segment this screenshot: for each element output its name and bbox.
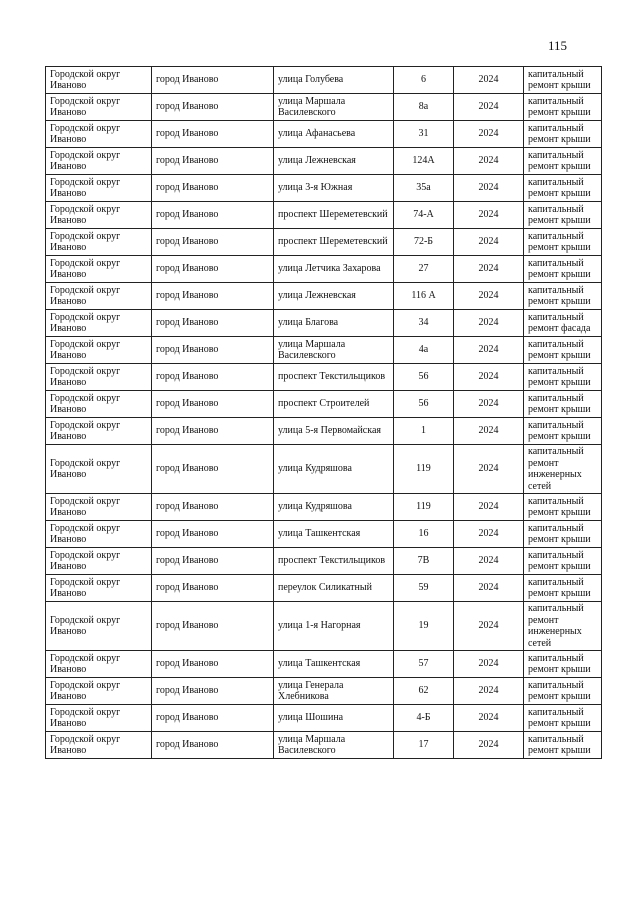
cell-settlement: город Иваново (152, 602, 274, 651)
cell-house-number: 8а (394, 94, 454, 121)
cell-year: 2024 (454, 732, 524, 759)
cell-settlement: город Иваново (152, 521, 274, 548)
cell-settlement: город Иваново (152, 418, 274, 445)
cell-work-type: капитальный ремонт крыши (524, 202, 602, 229)
cell-municipality: Городской округ Иваново (46, 229, 152, 256)
table-row (46, 94, 602, 121)
cell-street: улица Шошина (274, 705, 394, 732)
cell-settlement: город Иваново (152, 364, 274, 391)
cell-municipality: Городской округ Иваново (46, 705, 152, 732)
cell-street: улица Ташкентская (274, 521, 394, 548)
cell-work-type: капитальный ремонт крыши (524, 732, 602, 759)
cell-street: улица 5-я Первомайская (274, 418, 394, 445)
cell-year: 2024 (454, 121, 524, 148)
cell-municipality: Городской округ Иваново (46, 521, 152, 548)
cell-year: 2024 (454, 521, 524, 548)
cell-municipality: Городской округ Иваново (46, 337, 152, 364)
cell-house-number: 35а (394, 175, 454, 202)
cell-work-type: капитальный ремонт крыши (524, 148, 602, 175)
cell-work-type: капитальный ремонт крыши (524, 521, 602, 548)
cell-house-number: 72-Б (394, 229, 454, 256)
cell-municipality: Городской округ Иваново (46, 256, 152, 283)
cell-work-type: капитальный ремонт крыши (524, 94, 602, 121)
table-row (46, 148, 602, 175)
cell-work-type: капитальный ремонт крыши (524, 651, 602, 678)
cell-settlement: город Иваново (152, 732, 274, 759)
table-row (46, 678, 602, 705)
cell-settlement: город Иваново (152, 229, 274, 256)
cell-house-number: 62 (394, 678, 454, 705)
page-number: 115 (548, 38, 568, 53)
cell-settlement: город Иваново (152, 202, 274, 229)
cell-settlement: город Иваново (152, 256, 274, 283)
cell-street: улица Маршала Василевского (274, 732, 394, 759)
cell-house-number: 1 (394, 418, 454, 445)
table-row (46, 548, 602, 575)
cell-settlement: город Иваново (152, 494, 274, 521)
cell-work-type: капитальный ремонт фасада (524, 310, 602, 337)
table-row (46, 494, 602, 521)
cell-work-type: капитальный ремонт крыши (524, 391, 602, 418)
cell-work-type: капитальный ремонт крыши (524, 705, 602, 732)
cell-year: 2024 (454, 705, 524, 732)
cell-street: улица 3-я Южная (274, 175, 394, 202)
cell-municipality: Городской округ Иваново (46, 548, 152, 575)
cell-work-type: капитальный ремонт крыши (524, 364, 602, 391)
cell-street: улица Генерала Хлебникова (274, 678, 394, 705)
cell-house-number: 4-Б (394, 705, 454, 732)
cell-year: 2024 (454, 575, 524, 602)
table-row (46, 732, 602, 759)
cell-work-type: капитальный ремонт крыши (524, 548, 602, 575)
cell-house-number: 74-А (394, 202, 454, 229)
cell-work-type: капитальный ремонт крыши (524, 494, 602, 521)
table-row (46, 418, 602, 445)
cell-municipality: Городской округ Иваново (46, 494, 152, 521)
cell-municipality: Городской округ Иваново (46, 575, 152, 602)
table-row (46, 67, 602, 94)
cell-street: улица Кудряшова (274, 445, 394, 494)
cell-street: улица Афанасьева (274, 121, 394, 148)
cell-year: 2024 (454, 148, 524, 175)
cell-work-type: капитальный ремонт крыши (524, 121, 602, 148)
cell-municipality: Городской округ Иваново (46, 67, 152, 94)
table-row (46, 337, 602, 364)
table-row (46, 364, 602, 391)
cell-settlement: город Иваново (152, 121, 274, 148)
cell-street: улица Голубева (274, 67, 394, 94)
cell-settlement: город Иваново (152, 651, 274, 678)
table-row (46, 602, 602, 651)
cell-year: 2024 (454, 283, 524, 310)
cell-street: улица Лежневская (274, 283, 394, 310)
cell-work-type: капитальный ремонт крыши (524, 229, 602, 256)
table-row (46, 575, 602, 602)
cell-work-type: капитальный ремонт инженерных сетей (524, 602, 602, 651)
cell-work-type: капитальный ремонт инженерных сетей (524, 445, 602, 494)
table-row (46, 445, 602, 494)
cell-house-number: 31 (394, 121, 454, 148)
table-row (46, 391, 602, 418)
cell-settlement: город Иваново (152, 337, 274, 364)
cell-year: 2024 (454, 229, 524, 256)
cell-municipality: Городской округ Иваново (46, 445, 152, 494)
cell-house-number: 57 (394, 651, 454, 678)
cell-year: 2024 (454, 337, 524, 364)
cell-settlement: город Иваново (152, 548, 274, 575)
cell-year: 2024 (454, 651, 524, 678)
cell-municipality: Городской округ Иваново (46, 148, 152, 175)
cell-street: переулок Силикатный (274, 575, 394, 602)
cell-year: 2024 (454, 256, 524, 283)
table-body (46, 67, 602, 759)
table-row (46, 521, 602, 548)
cell-year: 2024 (454, 364, 524, 391)
cell-street: улица Кудряшова (274, 494, 394, 521)
cell-municipality: Городской округ Иваново (46, 310, 152, 337)
cell-work-type: капитальный ремонт крыши (524, 67, 602, 94)
cell-house-number: 6 (394, 67, 454, 94)
cell-settlement: город Иваново (152, 67, 274, 94)
cell-house-number: 27 (394, 256, 454, 283)
cell-municipality: Городской округ Иваново (46, 651, 152, 678)
cell-street: проспект Строителей (274, 391, 394, 418)
cell-settlement: город Иваново (152, 94, 274, 121)
table-row (46, 283, 602, 310)
cell-year: 2024 (454, 310, 524, 337)
cell-house-number: 119 (394, 494, 454, 521)
cell-work-type: капитальный ремонт крыши (524, 175, 602, 202)
cell-year: 2024 (454, 548, 524, 575)
cell-municipality: Городской округ Иваново (46, 202, 152, 229)
cell-settlement: город Иваново (152, 678, 274, 705)
cell-year: 2024 (454, 202, 524, 229)
cell-settlement: город Иваново (152, 148, 274, 175)
cell-house-number: 56 (394, 364, 454, 391)
table-row (46, 310, 602, 337)
cell-year: 2024 (454, 445, 524, 494)
cell-work-type: капитальный ремонт крыши (524, 678, 602, 705)
cell-house-number: 124А (394, 148, 454, 175)
cell-year: 2024 (454, 418, 524, 445)
cell-street: проспект Текстильщиков (274, 548, 394, 575)
table-row (46, 175, 602, 202)
cell-year: 2024 (454, 67, 524, 94)
cell-street: проспект Текстильщиков (274, 364, 394, 391)
cell-year: 2024 (454, 602, 524, 651)
cell-settlement: город Иваново (152, 283, 274, 310)
cell-street: улица Летчика Захарова (274, 256, 394, 283)
cell-municipality: Городской округ Иваново (46, 175, 152, 202)
cell-municipality: Городской округ Иваново (46, 94, 152, 121)
table-row (46, 705, 602, 732)
cell-street: улица 1-я Нагорная (274, 602, 394, 651)
cell-municipality: Городской округ Иваново (46, 364, 152, 391)
cell-street: проспект Шереметевский (274, 202, 394, 229)
cell-year: 2024 (454, 678, 524, 705)
cell-house-number: 19 (394, 602, 454, 651)
cell-municipality: Городской округ Иваново (46, 418, 152, 445)
cell-street: улица Благова (274, 310, 394, 337)
cell-house-number: 17 (394, 732, 454, 759)
table-row (46, 202, 602, 229)
cell-work-type: капитальный ремонт крыши (524, 418, 602, 445)
cell-municipality: Городской округ Иваново (46, 283, 152, 310)
cell-street: улица Ташкентская (274, 651, 394, 678)
cell-house-number: 56 (394, 391, 454, 418)
cell-work-type: капитальный ремонт крыши (524, 256, 602, 283)
cell-house-number: 16 (394, 521, 454, 548)
cell-house-number: 4а (394, 337, 454, 364)
cell-house-number: 119 (394, 445, 454, 494)
cell-street: улица Маршала Василевского (274, 94, 394, 121)
cell-work-type: капитальный ремонт крыши (524, 337, 602, 364)
cell-work-type: капитальный ремонт крыши (524, 283, 602, 310)
cell-year: 2024 (454, 94, 524, 121)
repair-schedule-table (45, 66, 602, 759)
table-row (46, 229, 602, 256)
cell-year: 2024 (454, 175, 524, 202)
cell-settlement: город Иваново (152, 445, 274, 494)
cell-municipality: Городской округ Иваново (46, 678, 152, 705)
cell-settlement: город Иваново (152, 391, 274, 418)
cell-house-number: 7В (394, 548, 454, 575)
cell-street: улица Маршала Василевского (274, 337, 394, 364)
cell-work-type: капитальный ремонт крыши (524, 575, 602, 602)
cell-year: 2024 (454, 494, 524, 521)
cell-settlement: город Иваново (152, 705, 274, 732)
cell-settlement: город Иваново (152, 310, 274, 337)
table-row (46, 121, 602, 148)
cell-municipality: Городской округ Иваново (46, 732, 152, 759)
cell-house-number: 34 (394, 310, 454, 337)
cell-settlement: город Иваново (152, 575, 274, 602)
cell-house-number: 59 (394, 575, 454, 602)
cell-municipality: Городской округ Иваново (46, 121, 152, 148)
cell-street: проспект Шереметевский (274, 229, 394, 256)
cell-house-number: 116 А (394, 283, 454, 310)
cell-settlement: город Иваново (152, 175, 274, 202)
cell-municipality: Городской округ Иваново (46, 391, 152, 418)
cell-street: улица Лежневская (274, 148, 394, 175)
table-row (46, 651, 602, 678)
cell-municipality: Городской округ Иваново (46, 602, 152, 651)
table-row (46, 256, 602, 283)
cell-year: 2024 (454, 391, 524, 418)
